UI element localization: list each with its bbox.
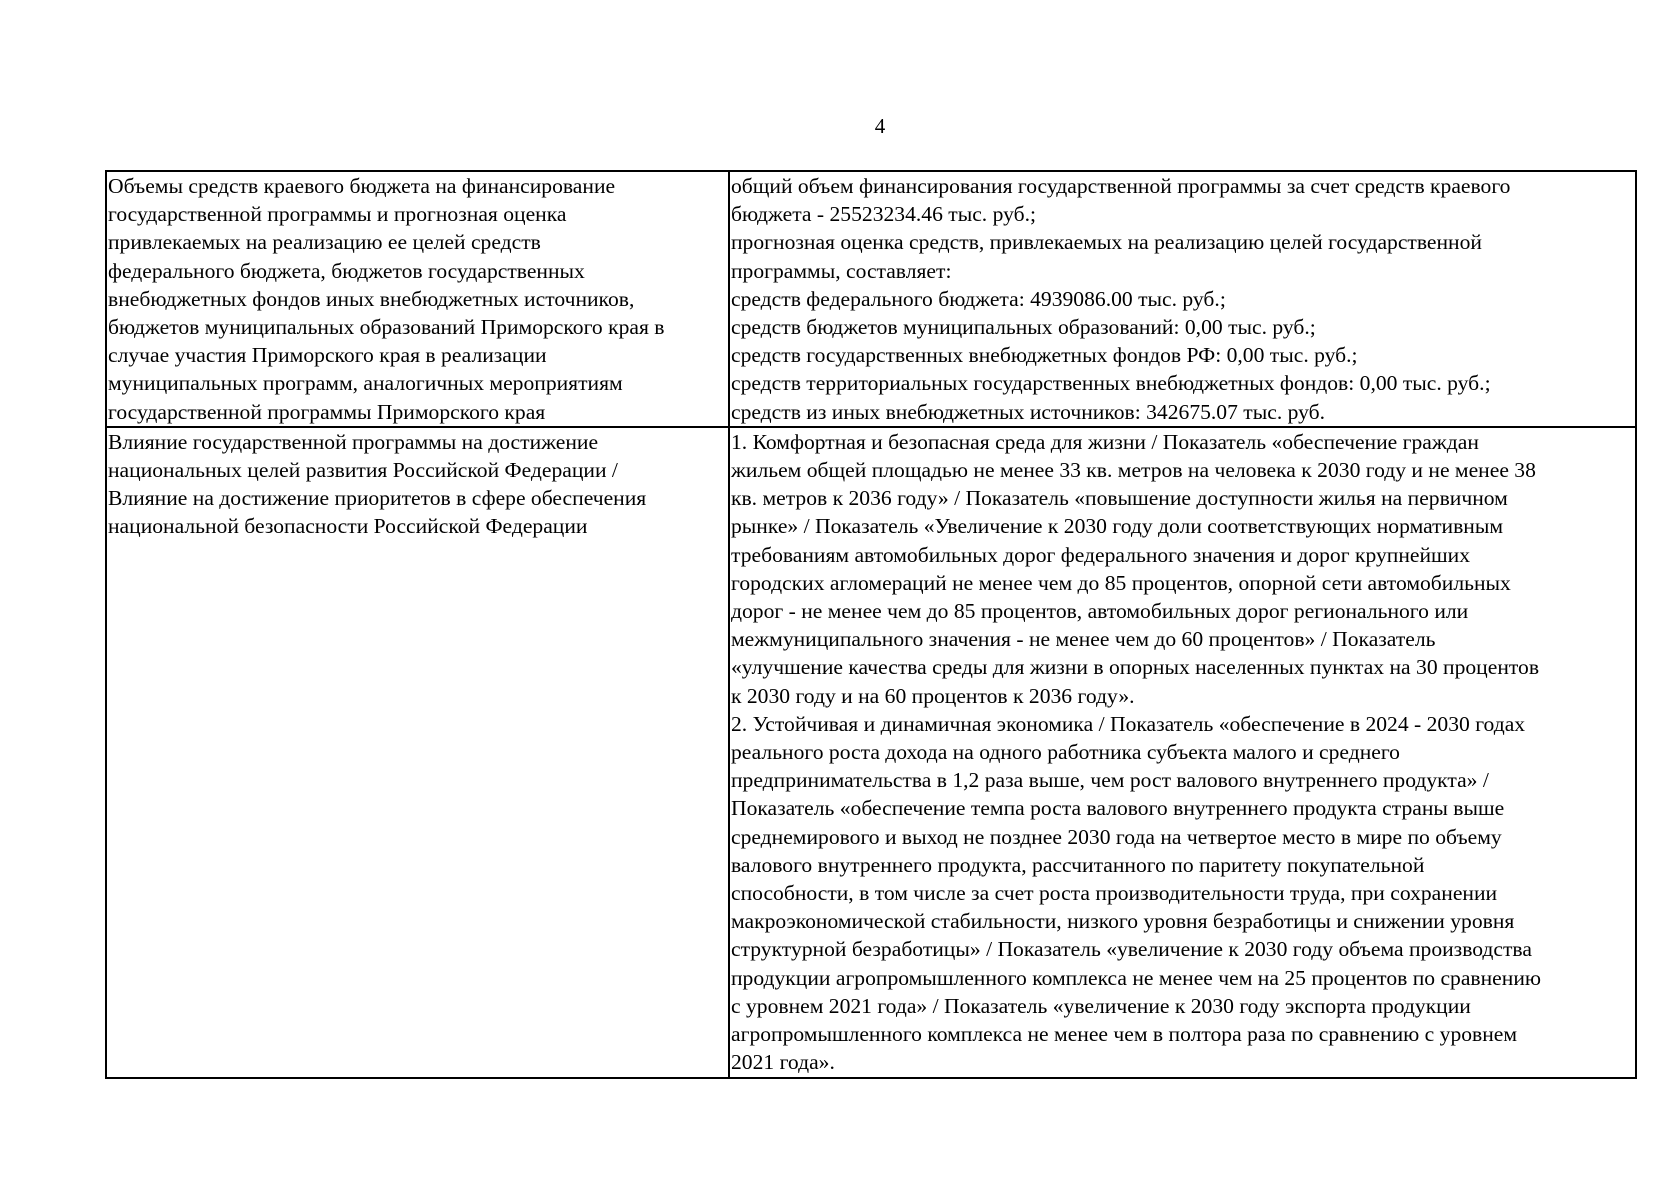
program-passport-table [105, 170, 1637, 1079]
row-label-national-goals: Влияние государственной программы на достижение национальных целей развития Российской Федерации / Влияние на достижение приоритетов в сфере обеспечения национальной безопасности Российской Федерации [106, 427, 729, 1078]
page-number: 4 [874, 114, 886, 138]
row-label-funding: Объемы средств краевого бюджета на финансирование государственной программы и прогнозная оценка привлекаемых на реализацию ее целей средств федерального бюджета, бюджетов государственных внебюджетных фондов иных внебюджетных источников, бюджетов муниципальных образований Приморского края в случае участия Приморского края в реализации муниципальных программ, аналогичных мероприятиям государственной программы Приморского края [106, 171, 729, 427]
row-value-funding: общий объем финансирования государственной программы за счет средств краевого бюджета - 25523234.46 тыс. руб.; прогнозная оценка средств, привлекаемых на реализацию целей государственной программы, составляет: средств федерального бюджета: 4939086.00 тыс. руб.; средств бюджетов муниципальных образований: 0,00 тыс. руб.; средств государственных внебюджетных фондов РФ: 0,00 тыс. руб.; средств территориальных государственных внебюджетных фондов: 0,00 тыс. руб.; средств из иных внебюджетных источников: 342675.07 тыс. руб. [729, 171, 1636, 427]
table-row [106, 427, 1636, 1078]
row-value-national-goals: 1. Комфортная и безопасная среда для жизни / Показатель «обеспечение граждан жильем общей площадью не менее 33 кв. метров на человека к 2030 году и не менее 38 кв. метров к 2036 году» / Показатель «повышение доступности жилья на первичном рынке» / Показатель «Увеличение к 2030 году доли соответствующих нормативным требованиям автомобильных дорог федерального значения и дорог крупнейших городских агломераций не менее чем до 85 процентов, опорной сети автомобильных дорог - не менее чем до 85 процентов, автомобильных дорог регионального или межмуниципального значения - не менее чем до 60 процентов» / Показатель «улучшение качества среды для жизни в опорных населенных пунктах на 30 процентов к 2030 году и на 60 процентов к 2036 году». 2. Устойчивая и динамичная экономика / Показатель «обеспечение в 2024 - 2030 годах реального роста дохода на одного работника субъекта малого и среднего предпринимательства в 1,2 раза выше, чем рост валового внутреннего продукта» / Показатель «обеспечение темпа роста валового внутреннего продукта страны выше среднемирового и выход не позднее 2030 года на четвертое место в мире по объему валового внутреннего продукта, рассчитанного по паритету покупательной способности, в том числе за счет роста производительности труда, при сохранении макроэкономической стабильности, низкого уровня безработицы и снижении уровня структурной безработицы» / Показатель «увеличение к 2030 году объема производства продукции агропромышленного комплекса не менее чем на 25 процентов по сравнению с уровнем 2021 года» / Показатель «увеличение к 2030 году экспорта продукции агропромышленного комплекса не менее чем в полтора раза по сравнению с уровнем 2021 года». [729, 427, 1636, 1078]
table-row [106, 171, 1636, 427]
